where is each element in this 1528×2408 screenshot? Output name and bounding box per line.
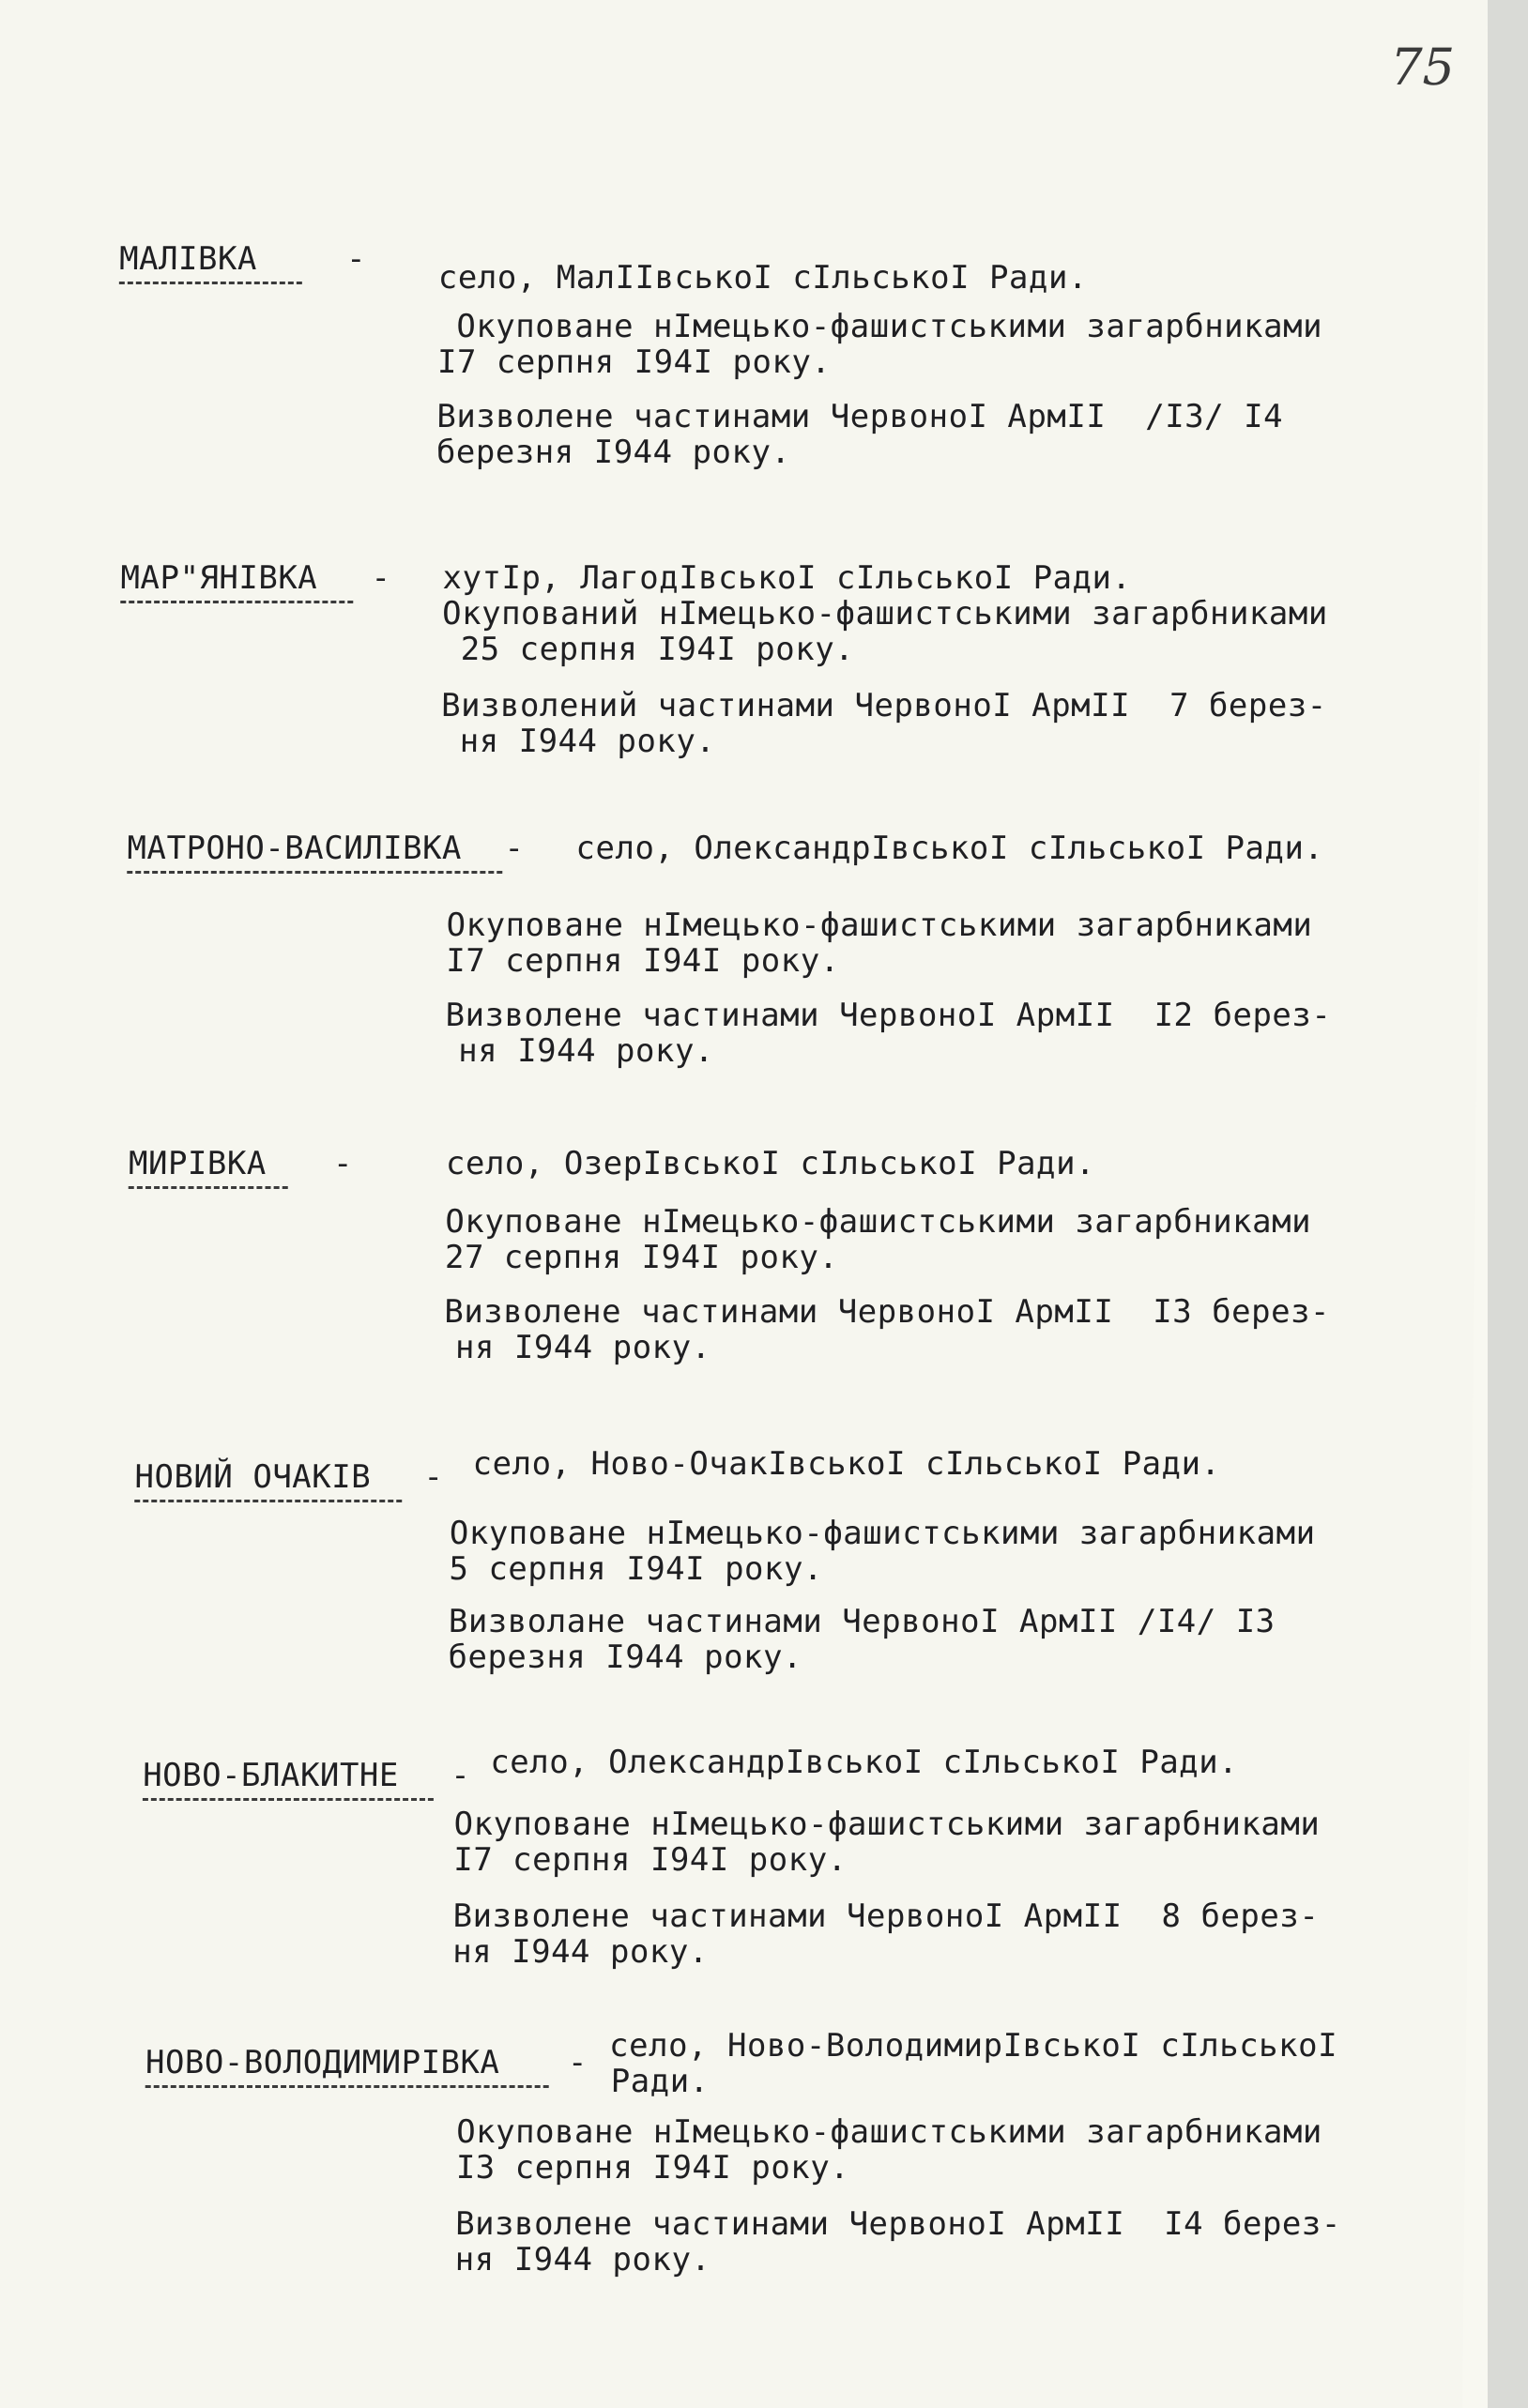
entry-text-line: ня І944 року. <box>458 1032 715 1070</box>
entry-text-line: Визволане частинами ЧервоноІ АрмІІ /І4/ І3 <box>448 1603 1276 1640</box>
entry-text-line: 25 серпня І94І року. <box>460 631 855 668</box>
entry-dash: - <box>450 1757 471 1794</box>
entry-dash: - <box>332 1145 354 1182</box>
entry-name: МИРІВКА <box>128 1145 267 1182</box>
entry-text-line: Окупований нІмецько-фашистськими загарбниками <box>441 595 1329 632</box>
entry-text-line: І7 серпня І94І року. <box>436 343 832 381</box>
entry-text-line: І7 серпня І94І року. <box>446 942 840 980</box>
entry-dash: - <box>504 830 525 867</box>
entry-text-line: село, ОзерІвськоІ сІльськоІ Ради. <box>445 1145 1096 1182</box>
entry-dash: - <box>423 1458 444 1496</box>
entry-name-underline <box>134 1500 402 1502</box>
entry-name-underline <box>129 1186 288 1189</box>
entry-name-underline <box>127 871 502 874</box>
entry-text-line: Окуповане нІмецько-фашистськими загарбниками <box>456 308 1323 345</box>
entry-text-line: ня І944 року. <box>454 2241 711 2278</box>
entry-name-underline <box>143 1798 434 1801</box>
entry-name-underline <box>119 282 302 284</box>
entry-text-line: І3 серпня І94І року. <box>455 2149 850 2187</box>
entry-text-line: Визволене частинами ЧервоноІ АрмІІ /І3/ І4 <box>436 398 1284 435</box>
entry-text-line: Окуповане нІмецько-фашистськими загарбниками <box>445 1203 1312 1241</box>
entry-dash: - <box>567 2044 588 2081</box>
entry-text-line: Визволене частинами ЧервоноІ АрмІІ І4 берез- <box>454 2205 1342 2243</box>
entry-text-line: Визволене частинами ЧервоноІ АрмІІ 8 берез- <box>452 1897 1320 1935</box>
entry-name-underline <box>120 601 353 603</box>
entry-text-line: І7 серпня І94І року. <box>453 1841 848 1879</box>
entry-name: НОВИЙ ОЧАКІВ <box>134 1458 372 1496</box>
page-number: 75 <box>1389 38 1456 97</box>
entry-text-line: березня І944 року. <box>448 1638 803 1676</box>
entry-name: МАР"ЯНІВКА <box>120 559 318 597</box>
entry-text-line: Окуповане нІмецько-фашистськими загарбниками <box>455 2113 1323 2151</box>
entry-dash: - <box>345 240 367 278</box>
entry-text-line: Визволений частинами ЧервоноІ АрмІІ 7 берез- <box>440 687 1327 724</box>
entry-text-line: село, Ново-ВолодимирІвськоІ сІльськоІ <box>608 2027 1338 2065</box>
entry-text-line: ня І944 року. <box>454 1329 711 1366</box>
entry-text-line: ня І944 року. <box>459 723 716 760</box>
entry-name: НОВО-БЛАКИТНЕ <box>142 1757 400 1794</box>
entry-text-line: березня І944 року. <box>435 434 791 471</box>
entry-text-line: ня І944 року. <box>452 1933 710 1971</box>
entry-text-line: село, Ново-ОчакІвськоІ сІльськоІ Ради. <box>472 1445 1221 1483</box>
entry-text-line: Окуповане нІмецько-фашистськими загарбниками <box>449 1515 1316 1552</box>
entry-text-line: Визволене частинами ЧервоноІ АрмІІ І3 берез- <box>444 1293 1331 1331</box>
entry-text-line: Окуповане нІмецько-фашистськими загарбниками <box>453 1806 1321 1843</box>
entry-text-line: село, ОлександрІвськоІ сІльськоІ Ради. <box>490 1744 1239 1781</box>
background-edge <box>1488 0 1528 2408</box>
entry-text-line: 27 серпня І94І року. <box>444 1239 839 1276</box>
entry-text-line: село, МалІІвськоІ сІльськоІ Ради. <box>437 259 1089 297</box>
entry-text-line: хутІр, ЛагодІвськоІ сІльськоІ Ради. <box>442 559 1132 597</box>
entry-text-line: Окуповане нІмецько-фашистськими загарбниками <box>446 907 1313 944</box>
entry-text-line: 5 серпня І94І року. <box>449 1550 824 1588</box>
entry-name-underline <box>145 2085 549 2088</box>
entry-text-line: село, ОлександрІвськоІ сІльськоІ Ради. <box>575 830 1324 867</box>
entry-text-line: Визволене частинами ЧервоноІ АрмІІ І2 берез- <box>445 997 1332 1034</box>
entry-text-line: Ради. <box>610 2063 710 2100</box>
entry-name: МАЛІВКА <box>118 240 258 278</box>
entry-name: НОВО-ВОЛОДИМИРІВКА <box>145 2044 500 2081</box>
entry-name: МАТРОНО-ВАСИЛІВКА <box>127 830 463 867</box>
entry-dash: - <box>371 559 391 597</box>
